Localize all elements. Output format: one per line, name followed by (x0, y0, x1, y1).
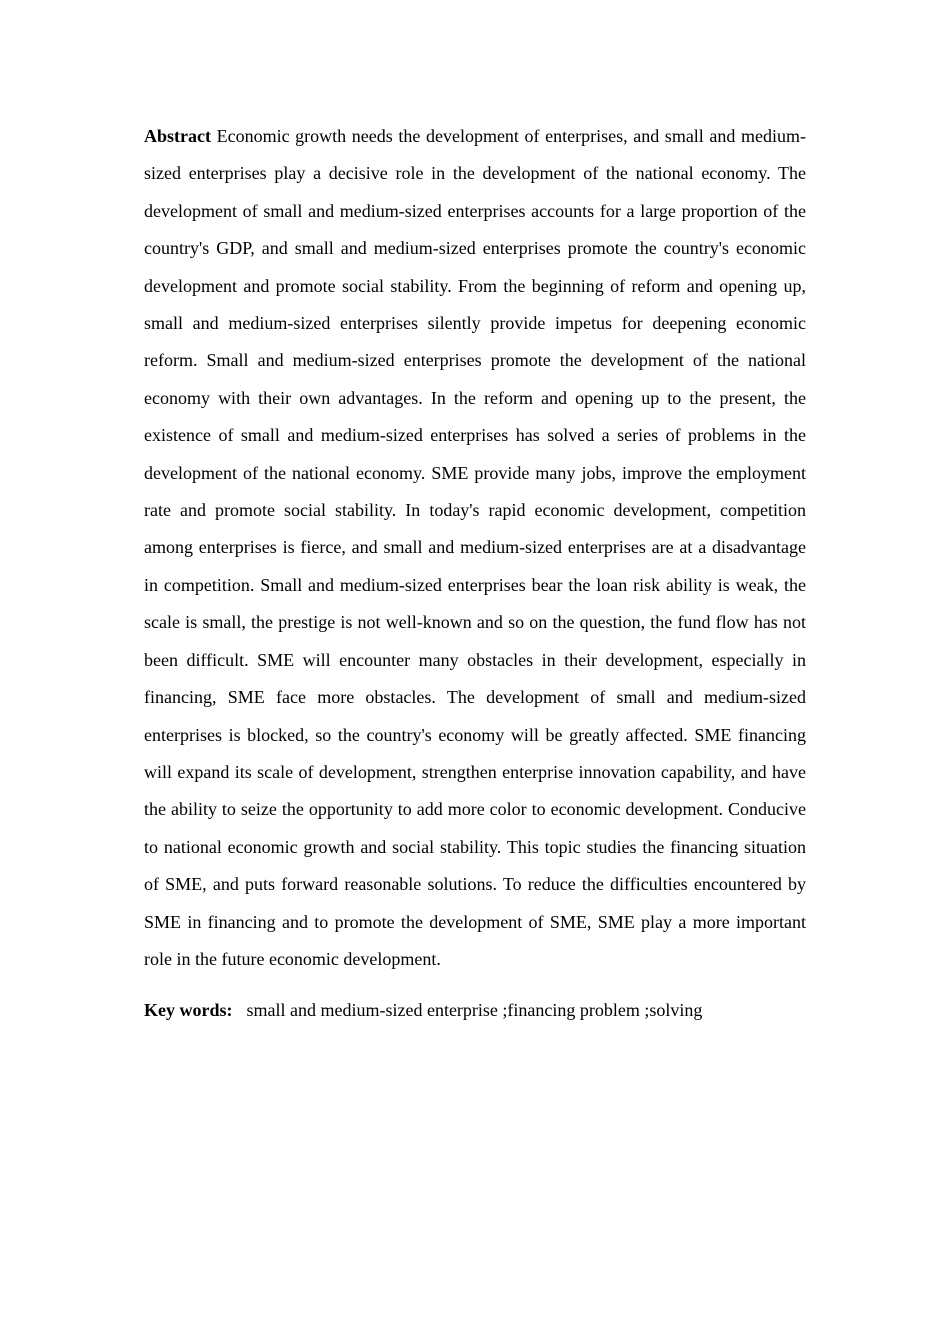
keywords-line (144, 992, 806, 1029)
abstract-label: Abstract (144, 126, 211, 146)
keywords-text: small and medium-sized enterprise ;financing problem ;solving (246, 1000, 703, 1021)
abstract-section (144, 118, 806, 1029)
abstract-text: Economic growth needs the development of enterprises, and small and medium-sized enterprises play a decisive role in the development of the national economy. The development of small and medium-sized enterprises accounts for a large proportion of the country's GDP, and small and medium-sized enterprises promote the country's economic development and promote social stability. From the beginning of reform and opening up, small and medium-sized enterprises silently provide impetus for deepening economic reform. Small and medium-sized enterprises promote the development of the national economy with their own advantages. In the reform and opening up to the present, the existence of small and medium-sized enterprises has solved a series of problems in the development of the national economy. SME provide many jobs, improve the employment rate and promote social stability. In today's rapid economic development, competition among enterprises is fierce, and small and medium-sized enterprises are at a disadvantage in competition. Small and medium-sized enterprises bear the loan risk ability is weak, the scale is small, the prestige is not well-known and so on the question, the fund flow has not been difficult. SME will encounter many obstacles in their development, especially in financing, SME face more obstacles. The development of small and medium-sized enterprises is blocked, so the country's economy will be greatly affected. SME financing will expand its scale of development, strengthen enterprise innovation capability, and have the ability to seize the opportunity to add more color to economic development. Conducive to national economic growth and social stability. This topic studies the financing situation of SME, and puts forward reasonable solutions. To reduce the difficulties encountered by SME in financing and to promote the development of SME, SME play a more important role in the future economic development. (144, 126, 806, 969)
abstract-paragraph (144, 118, 806, 978)
keywords-label: Key words: (144, 1000, 233, 1021)
